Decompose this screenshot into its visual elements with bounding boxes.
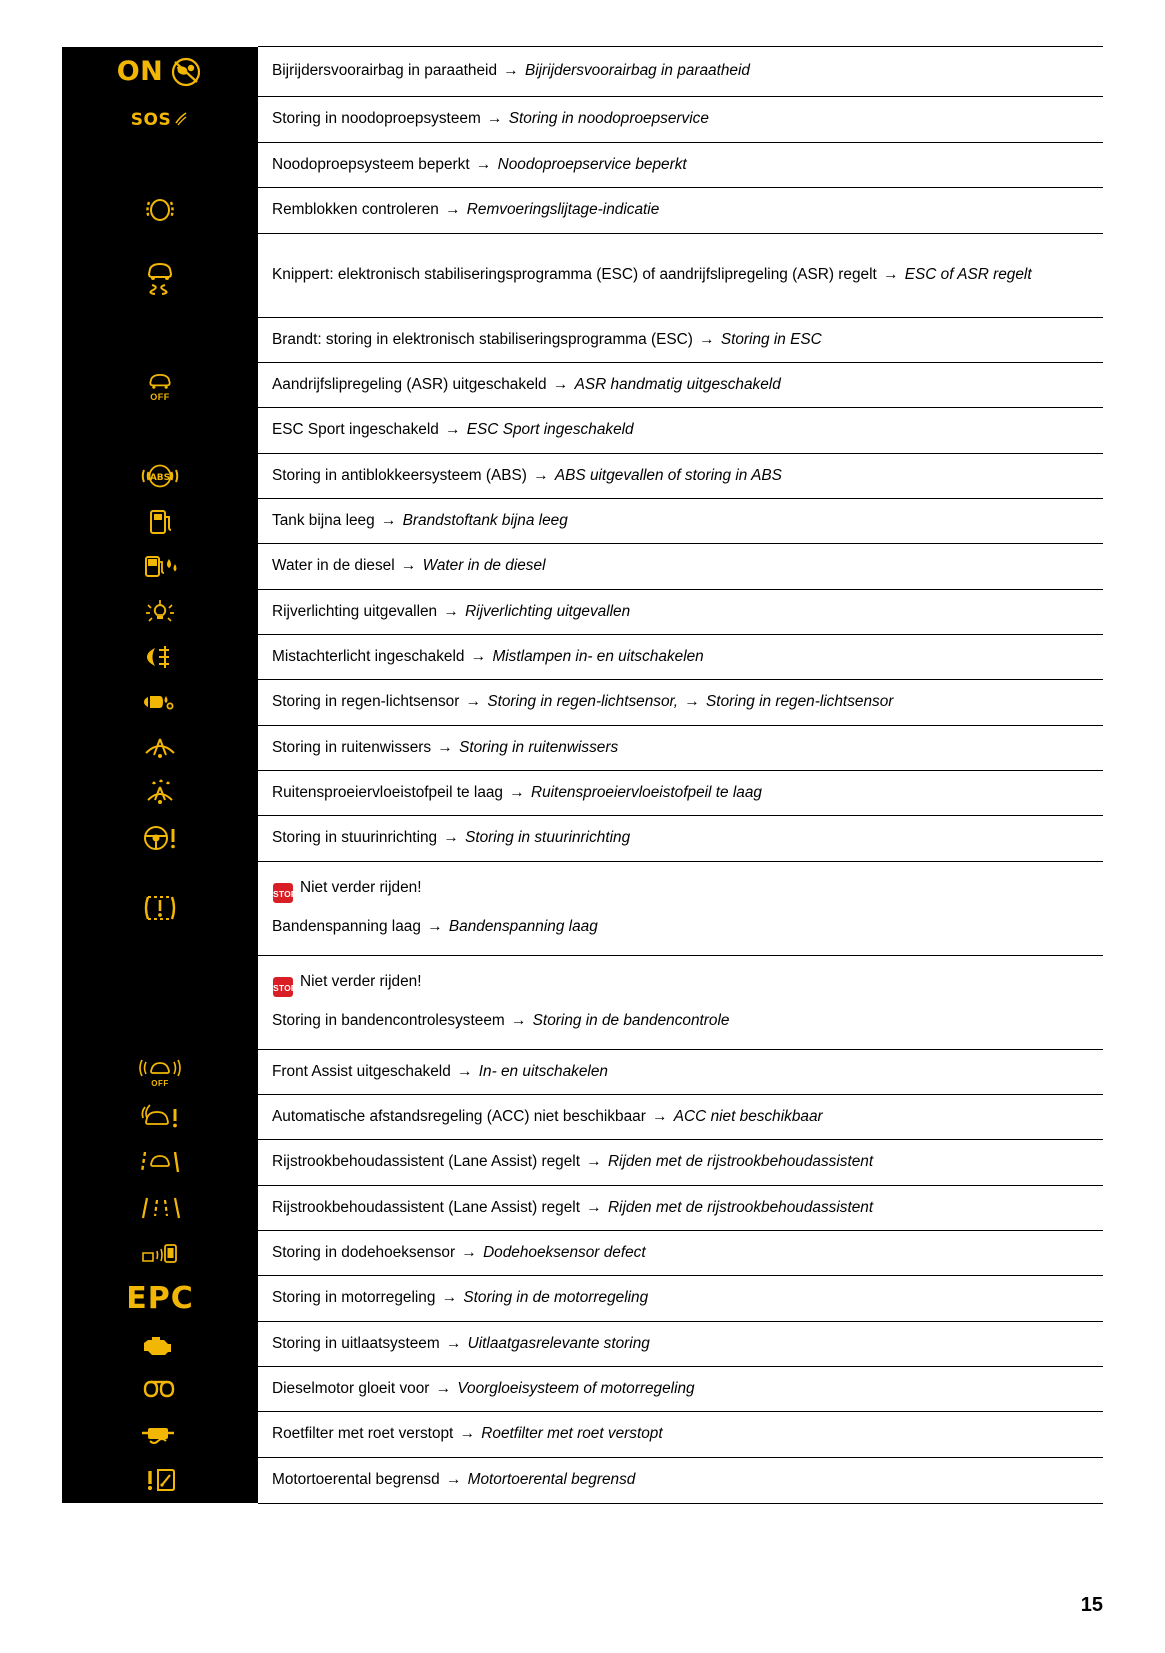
row-text (258, 1412, 1103, 1457)
arrow-glyph: → (470, 647, 487, 665)
table-row (62, 317, 1103, 362)
row-text (258, 47, 1103, 97)
row-text (258, 1276, 1103, 1321)
arrow-glyph: → (445, 1334, 462, 1352)
icon-cell-sos (62, 97, 258, 143)
row-text (258, 453, 1103, 498)
text-italic: Brandstoftank bijna leeg (402, 511, 568, 529)
icon-cell-empty (62, 955, 258, 1049)
arrow-glyph: → (465, 693, 482, 711)
text-italic: Voorgloeisysteem of motorregeling (457, 1379, 695, 1397)
text-normal: Knippert: elektronisch stabiliseringsprogramma (ESC) of aandrijfslipregeling (ASR) regelt (272, 265, 877, 283)
icon-cell-water-in-diesel (62, 544, 258, 589)
arrow-glyph: → (552, 375, 569, 393)
arrow-glyph: → (883, 265, 899, 283)
row-text (258, 143, 1103, 188)
arrow-glyph: → (437, 738, 453, 756)
passenger-airbag-on-icon (62, 50, 258, 94)
esc-skidding-car-icon (62, 253, 258, 297)
acc-unavailable-icon (62, 1095, 258, 1139)
warning-lights-table (62, 46, 1103, 1504)
table-row (62, 143, 1103, 188)
text-italic: Storing in de motorregeling (463, 1289, 649, 1307)
text-italic: Storing in ESC (720, 330, 822, 348)
icon-cell-rear-fog-light (62, 634, 258, 679)
row-text (258, 589, 1103, 634)
bulb-failure-icon (62, 590, 258, 634)
stop-icon: STOP (272, 882, 294, 904)
glow-plug-icon (62, 1367, 258, 1411)
sos-label: SOS (130, 109, 172, 130)
sos-emergency-call-icon (62, 98, 258, 142)
blind-spot-sensor-icon (62, 1231, 258, 1275)
table-row (62, 1321, 1103, 1366)
arrow-glyph: → (511, 1012, 527, 1030)
text-italic: Bandenspanning laag (448, 918, 598, 936)
table-row (62, 1230, 1103, 1275)
engine-speed-limited-icon (62, 1458, 258, 1502)
text-italic: Ruitensproeiervloeistofpeil te laag (530, 783, 762, 801)
particulate-filter-icon (62, 1412, 258, 1456)
tire-pressure-icon (62, 886, 258, 930)
arrow-glyph: → (445, 1470, 462, 1488)
row-text (258, 362, 1103, 407)
text-italic: Storing in ruitenwissers (459, 738, 619, 756)
table-row (62, 1185, 1103, 1230)
text-normal: Storing in bandencontrolesysteem (272, 1012, 505, 1030)
row-text (258, 1366, 1103, 1411)
arrow-glyph: → (509, 783, 525, 801)
rain-light-sensor-icon (62, 680, 258, 724)
table-row (62, 47, 1103, 97)
stop-icon: STOP (272, 976, 294, 998)
text-italic: Rijden met de rijstrookbehoudassistent (607, 1153, 874, 1171)
icon-cell-engine-check (62, 1321, 258, 1366)
table-row (62, 1094, 1103, 1139)
row-text (258, 1094, 1103, 1139)
table-row (62, 1412, 1103, 1457)
table-row (62, 725, 1103, 770)
row-text (258, 680, 1103, 725)
arrow-glyph: → (503, 62, 519, 80)
table-row (62, 1049, 1103, 1094)
text-normal: Dieselmotor gloeit voor (272, 1379, 430, 1397)
text-normal: Front Assist uitgeschakeld (272, 1062, 451, 1080)
icon-cell-rain-light-sensor (62, 680, 258, 725)
text-italic: Rijden met de rijstrookbehoudassistent (607, 1198, 874, 1216)
epc-icon (62, 1276, 258, 1320)
row-text (258, 544, 1103, 589)
icon-cell-glow-plug (62, 1366, 258, 1411)
arrow-glyph: → (380, 511, 397, 529)
table-row (62, 589, 1103, 634)
text-italic: Rijverlichting uitgevallen (465, 602, 631, 620)
arrow-glyph: → (533, 466, 549, 484)
empty-icon (62, 143, 258, 187)
text-normal: Rijstrookbehoudassistent (Lane Assist) regelt (272, 1198, 580, 1216)
icon-cell-tire-pressure (62, 861, 258, 955)
text-normal: Rijverlichting uitgevallen (272, 602, 438, 620)
table-row (62, 1457, 1103, 1503)
arrow-glyph: → (445, 421, 461, 439)
stop-text: Niet verder rijden! (300, 973, 422, 991)
brake-pad-wear-icon (62, 188, 258, 232)
text-normal: Storing in stuurinrichting (272, 829, 438, 847)
icon-cell-washer-fluid (62, 770, 258, 815)
table-row (62, 816, 1103, 861)
stop-text: Niet verder rijden! (300, 879, 422, 897)
table-row (62, 544, 1103, 589)
lane-assist-lines-icon (62, 1186, 258, 1230)
row-text (258, 1185, 1103, 1230)
text-italic: Storing in stuurinrichting (465, 829, 631, 847)
page-number: 15 (1080, 1594, 1103, 1616)
table-row (62, 362, 1103, 407)
table-row (62, 408, 1103, 453)
arrow-glyph: → (427, 918, 443, 936)
table-row (62, 955, 1103, 1049)
text-normal: Ruitensproeiervloeistofpeil te laag (272, 783, 503, 801)
table-row (62, 1366, 1103, 1411)
table-row (62, 453, 1103, 498)
arrow-glyph: → (400, 557, 417, 575)
row-text (258, 955, 1103, 1049)
fuel-pump-icon (62, 499, 258, 543)
empty-icon (62, 980, 258, 1024)
row-text-line (272, 1010, 1097, 1032)
icon-cell-particulate-filter (62, 1412, 258, 1457)
icon-cell-fuel-pump (62, 498, 258, 543)
row-text (258, 408, 1103, 453)
text-normal: Water in de diesel (272, 557, 395, 575)
text-italic: Noodoproepservice beperkt (497, 156, 687, 173)
text-italic: Motortoerental begrensd (467, 1470, 636, 1488)
text-italic: Storing in de bandencontrole (532, 1012, 730, 1030)
row-text (258, 1140, 1103, 1185)
icon-cell-steering-fault (62, 816, 258, 861)
text-normal: Storing in motorregeling (272, 1289, 436, 1307)
arrow-glyph: → (459, 1425, 476, 1443)
table-row (62, 188, 1103, 233)
arrow-glyph: → (652, 1107, 668, 1125)
arrow-glyph: → (699, 330, 715, 348)
text-normal: Rijstrookbehoudassistent (Lane Assist) regelt (272, 1153, 580, 1171)
front-assist-off-icon (62, 1050, 258, 1094)
row-text-line (272, 916, 1097, 938)
text-normal: Bijrijdersvoorairbag in paraatheid (272, 62, 497, 80)
esc-off-icon (62, 363, 258, 407)
arrow-glyph: → (443, 829, 459, 847)
text-italic: Storing in noodoproepservice (508, 110, 709, 128)
text-italic: ESC Sport ingeschakeld (466, 421, 634, 439)
lane-assist-active-icon (62, 1140, 258, 1184)
text-italic: Dodehoeksensor defect (483, 1243, 646, 1261)
stop-warning-line (272, 971, 1097, 998)
text-normal: Storing in dodehoeksensor (272, 1243, 456, 1261)
text-italic: Bijrijdersvoorairbag in paraatheid (524, 62, 750, 80)
windscreen-wiper-icon (62, 726, 258, 770)
icon-cell-brake-pad-wear (62, 188, 258, 233)
text-italic: Mistlampen in- en uitschakelen (492, 647, 704, 665)
text-italic: Storing in regen-lichtsensor, (487, 693, 679, 711)
row-text (258, 861, 1103, 955)
table-row (62, 861, 1103, 955)
row-text (258, 498, 1103, 543)
text-normal: Storing in uitlaatsysteem (272, 1334, 440, 1352)
text-normal: Aandrijfslipregeling (ASR) uitgeschakeld (272, 375, 547, 393)
table-row (62, 680, 1103, 725)
arrow-glyph: → (586, 1153, 602, 1171)
text-italic: ESC of ASR regelt (904, 265, 1032, 283)
arrow-glyph-2: → (684, 693, 700, 711)
row-text (258, 770, 1103, 815)
icon-cell-windscreen-wiper (62, 725, 258, 770)
text-normal: Storing in regen-lichtsensor (272, 693, 460, 711)
icon-cell-lane-assist-lines (62, 1185, 258, 1230)
icon-cell-bulb-failure (62, 589, 258, 634)
icon-cell-blind-spot-sensor (62, 1230, 258, 1275)
text-italic: In- en uitschakelen (478, 1062, 608, 1080)
arrow-glyph: → (461, 1243, 477, 1261)
epc-label: EPC (126, 1280, 194, 1316)
text-italic: ABS uitgevallen of storing in ABS (554, 466, 782, 484)
empty-icon (62, 318, 258, 362)
text-normal: Noodoproepsysteem beperkt (272, 156, 470, 173)
icon-cell-empty (62, 408, 258, 453)
engine-check-icon (62, 1322, 258, 1366)
arrow-glyph: → (435, 1379, 452, 1397)
off-label: OFF (150, 392, 170, 403)
abs-icon (62, 454, 258, 498)
steering-fault-icon (62, 816, 258, 860)
text-normal: Tank bijna leeg (272, 511, 375, 529)
text-italic-2: Storing in regen-lichtsensor (706, 693, 894, 711)
arrow-glyph: → (457, 1062, 473, 1080)
table-row (62, 498, 1103, 543)
icon-cell-empty (62, 143, 258, 188)
row-text (258, 1321, 1103, 1366)
text-italic: ASR handmatig uitgeschakeld (574, 375, 781, 393)
text-normal: Automatische afstandsregeling (ACC) niet beschikbaar (272, 1107, 646, 1125)
text-normal: Storing in antiblokkeersysteem (ABS) (272, 466, 527, 484)
table-row (62, 97, 1103, 143)
text-normal: Storing in noodoproepsysteem (272, 110, 481, 128)
off-label: OFF (151, 1078, 169, 1088)
icon-cell-engine-speed-limited (62, 1457, 258, 1503)
row-text (258, 816, 1103, 861)
icon-cell-acc-unavailable (62, 1094, 258, 1139)
icon-cell-esc-skidding (62, 233, 258, 317)
icon-cell-abs (62, 453, 258, 498)
table-row (62, 634, 1103, 679)
arrow-glyph: → (443, 602, 459, 620)
rear-fog-light-icon (62, 635, 258, 679)
icon-cell-esc-off (62, 362, 258, 407)
icon-cell-epc (62, 1276, 258, 1321)
arrow-glyph: → (441, 1289, 458, 1307)
row-text (258, 1457, 1103, 1503)
text-normal: Roetfilter met roet verstopt (272, 1425, 454, 1443)
table-row (62, 233, 1103, 317)
text-normal: Motortoerental begrensd (272, 1470, 440, 1488)
row-text (258, 1049, 1103, 1094)
arrow-glyph: → (475, 156, 492, 173)
text-normal: Mistachterlicht ingeschakeld (272, 647, 465, 665)
text-normal: Storing in ruitenwissers (272, 738, 432, 756)
text-italic: Water in de diesel (422, 557, 546, 575)
svg-text:ABS: ABS (149, 472, 171, 483)
arrow-glyph: → (586, 1198, 602, 1216)
row-text (258, 233, 1103, 317)
table-row (62, 1276, 1103, 1321)
row-text (258, 725, 1103, 770)
table-row (62, 1140, 1103, 1185)
icon-cell-empty (62, 317, 258, 362)
water-in-diesel-icon (62, 544, 258, 588)
row-text (258, 188, 1103, 233)
text-normal: Bandenspanning laag (272, 918, 421, 936)
text-italic: Uitlaatgasrelevante storing (467, 1334, 650, 1352)
row-text (258, 1230, 1103, 1275)
text-normal: ESC Sport ingeschakeld (272, 421, 439, 439)
row-text (258, 97, 1103, 143)
row-text (258, 317, 1103, 362)
row-text (258, 634, 1103, 679)
stop-warning-line (272, 877, 1097, 904)
washer-fluid-icon (62, 771, 258, 815)
text-italic: Roetfilter met roet verstopt (481, 1425, 663, 1443)
icon-cell-front-assist-off (62, 1049, 258, 1094)
arrow-glyph: → (445, 201, 461, 219)
text-italic: ACC niet beschikbaar (673, 1107, 823, 1125)
text-normal: Remblokken controleren (272, 201, 439, 219)
icon-cell-passenger-airbag-on (62, 47, 258, 97)
arrow-glyph: → (487, 110, 503, 128)
text-italic: Remvoeringslijtage-indicatie (466, 201, 660, 219)
empty-icon (62, 408, 258, 452)
text-normal: Brandt: storing in elektronisch stabiliseringsprogramma (ESC) (272, 330, 693, 348)
icon-cell-lane-assist-active (62, 1140, 258, 1185)
table-row (62, 770, 1103, 815)
on-label: ON (116, 56, 164, 87)
